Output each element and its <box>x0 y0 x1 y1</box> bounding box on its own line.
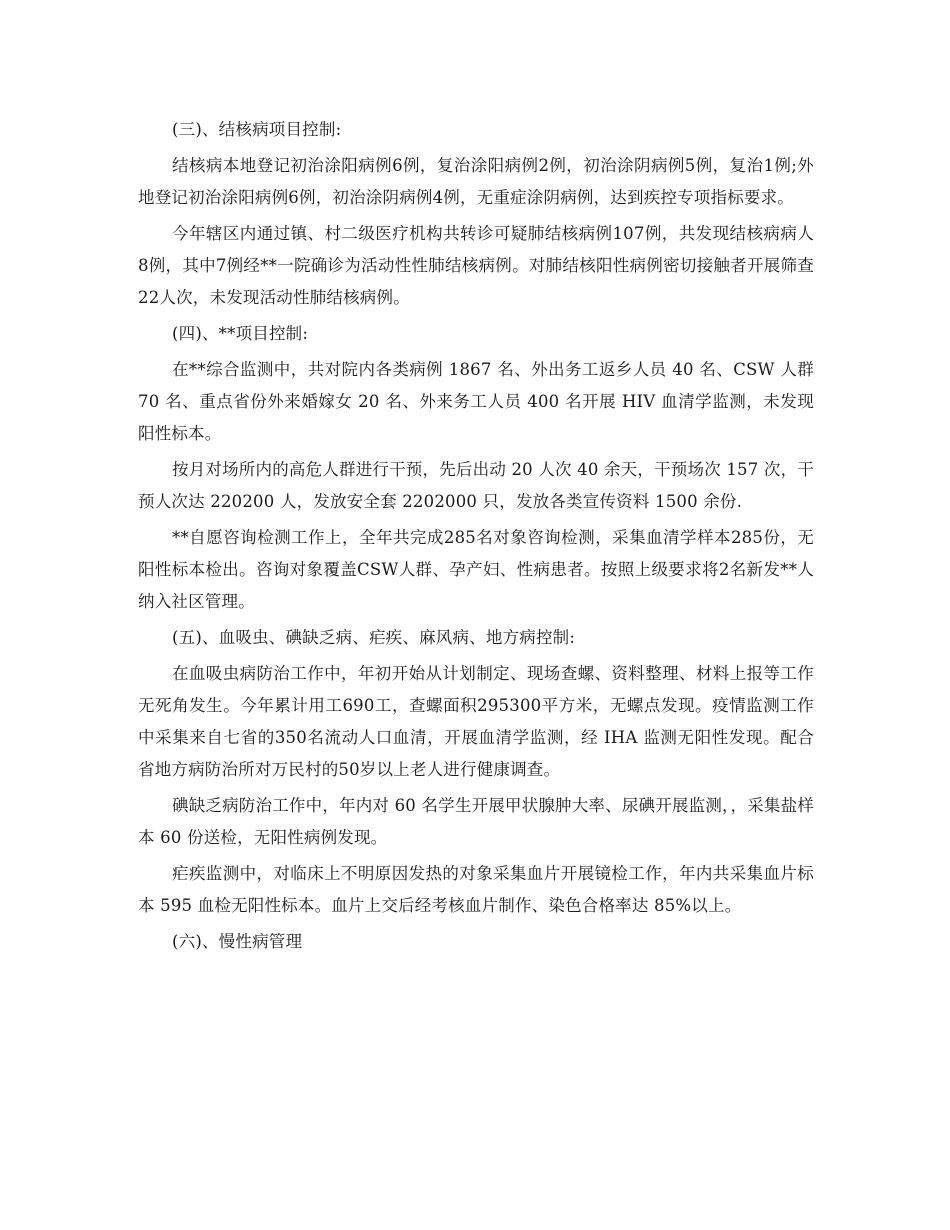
section-heading-chronic: (六)、慢性病管理 <box>172 932 303 951</box>
paragraph-malaria: 疟疾监测中，对临床上不明原因发热的对象采集血片开展镜检工作，年内共采集血片标本 595 血检无阳性标本。血片上交后经考核血片制作、染色合格率达 85%以上。 <box>138 864 814 915</box>
paragraph-tb-referral: 今年辖区内通过镇、村二级医疗机构共转诊可疑肺结核病例107例，共发现结核病病人8例，其中7例经**一院确诊为活动性性肺结核病例。对肺结核阳性病例密切接触者开展筛查22人次，未发现活动性肺结核病例。 <box>138 224 814 307</box>
section-heading-tb: (三)、结核病项目控制: <box>172 120 342 139</box>
paragraph-hiv-monitoring: 在**综合监测中，共对院内各类病例 1867 名、外出务工返乡人员 40 名、CSW 人群 70 名、重点省份外来婚嫁女 20 名、外来务工人员 400 名开展 HIV 血清学监测，未发现阳性标本。 <box>138 360 814 443</box>
section-heading-endemic: (五)、血吸虫、碘缺乏病、疟疾、麻风病、地方病控制: <box>172 628 576 647</box>
section-heading-project: (四)、**项目控制: <box>172 324 309 343</box>
document-body <box>138 114 814 958</box>
paragraph-intervention: 按月对场所内的高危人群进行干预，先后出动 20 人次 40 余天，干预场次 157 次，干预人次达 220200 人，发放安全套 2202000 只，发放各类宣传资料 1500 余份. <box>138 460 814 511</box>
paragraph-iodine: 碘缺乏病防治工作中，年内对 60 名学生开展甲状腺肿大率、尿碘开展监测，，采集盐样本 60 份送检，无阳性病例发现。 <box>138 796 814 847</box>
paragraph-vct: **自愿咨询检测工作上，全年共完成285名对象咨询检测，采集血清学样本285份，无阳性标本检出。咨询对象覆盖CSW人群、孕产妇、性病患者。按照上级要求将2名新发**人纳入社区管理。 <box>138 528 814 611</box>
paragraph-schistosomiasis: 在血吸虫病防治工作中，年初开始从计划制定、现场查螺、资料整理、材料上报等工作无死角发生。今年累计用工690工，查螺面积295300平方米，无螺点发现。疫情监测工作中采集来自七省的350名流动人口血清，开展血清学监测，经 IHA 监测无阳性发现。配合省地方病防治所对万民村的50岁以上老人进行健康调查。 <box>138 664 814 779</box>
paragraph-tb-registration: 结核病本地登记初治涂阳病例6例，复治涂阳病例2例，初治涂阴病例5例，复治1例;外地登记初治涂阳病例6例，初治涂阴病例4例，无重症涂阴病例，达到疾控专项指标要求。 <box>138 156 814 207</box>
